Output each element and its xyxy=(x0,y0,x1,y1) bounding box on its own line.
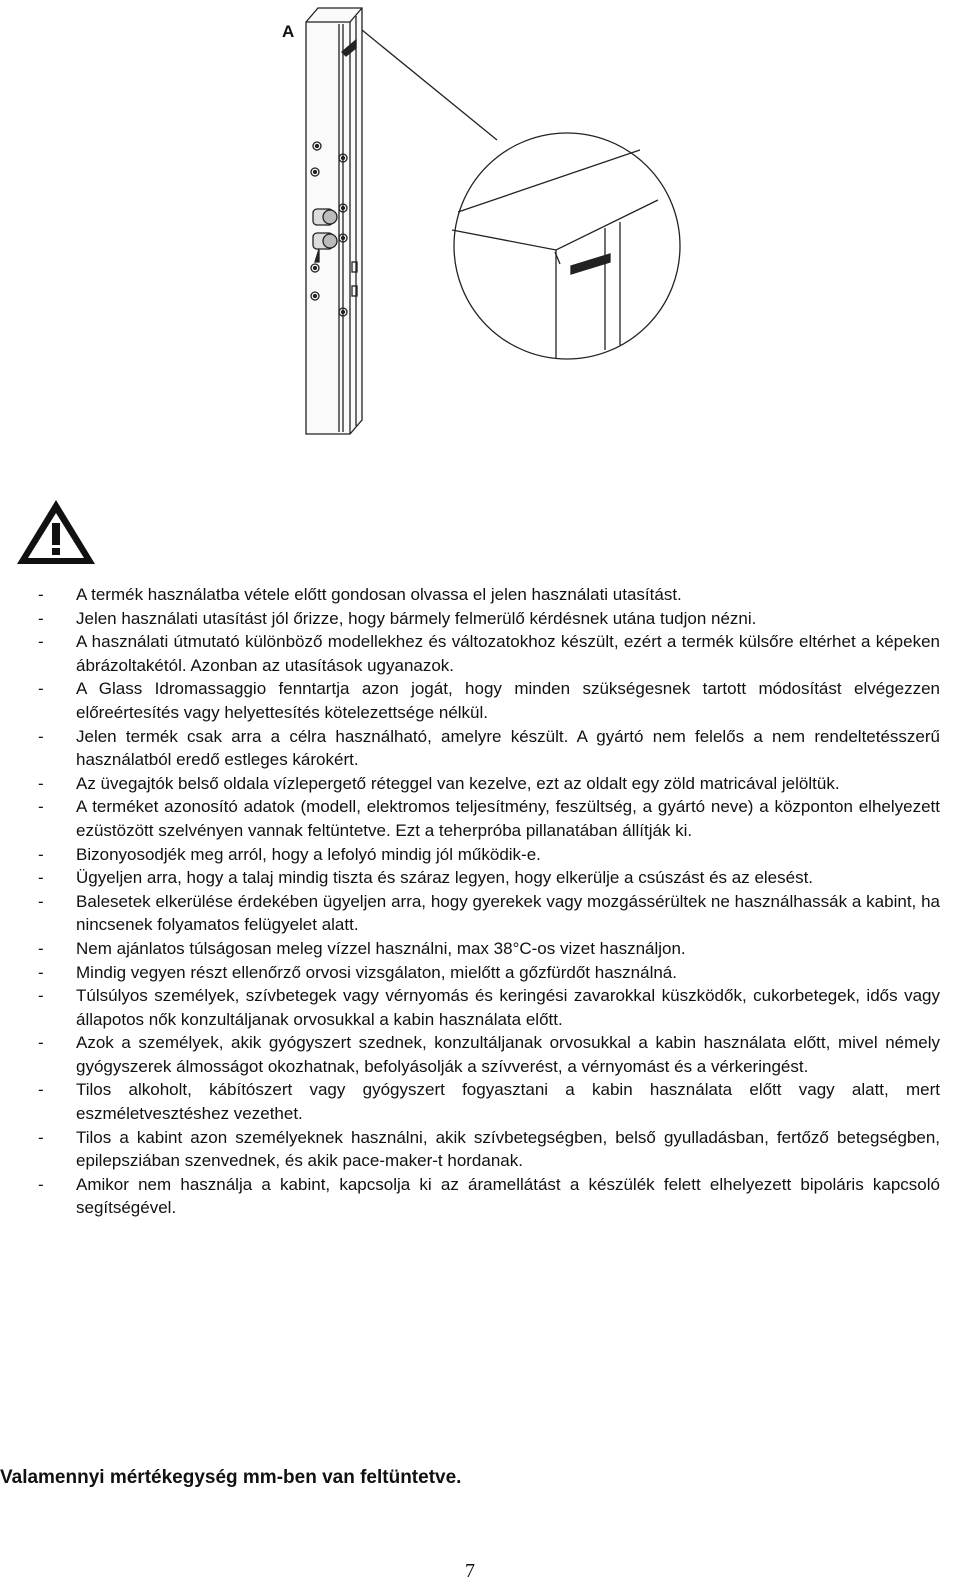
units-note: Valamennyi mértékegység mm-ben van feltüntetve. xyxy=(0,1467,462,1488)
list-item xyxy=(38,607,940,631)
figure-label: A xyxy=(282,22,295,41)
bullet-dash: - xyxy=(38,844,44,864)
bullet-dash: - xyxy=(38,1080,44,1100)
note-text: A termék használatba vétele előtt gondosan olvassa el jelen használati utasítást. xyxy=(76,585,682,604)
bullet-dash: - xyxy=(38,726,44,746)
note-text: Amikor nem használja a kabint, kapcsolja ki az áramellátást a készülék felett elhelyezett bipoláris kapcsoló segítségével. xyxy=(76,1174,940,1218)
bullet-dash: - xyxy=(38,1033,44,1053)
list-item xyxy=(38,583,940,607)
bullet-dash: - xyxy=(38,608,44,628)
bullet-dash: - xyxy=(38,632,44,652)
note-text: Nem ajánlatos túlságosan meleg vízzel használni, max 38°C-os vizet használjon. xyxy=(76,938,686,958)
page-number: 7 xyxy=(465,1560,475,1582)
note-text: A használati útmutató különböző modellekhez és változatokhoz készült, ezért a termék külsőre eltérhet a képeken ábrázoltakétól. Azonban az utasítások ugyanazok. xyxy=(76,632,940,675)
bullet-dash: - xyxy=(38,938,44,958)
note-text: A terméket azonosító adatok (modell, elektromos teljesítmény, feszültség, a gyártó neve) a központon elhelyezett ezüstözött szelvényen vannak feltüntetve. Ezt a teherpróba pillanatában állítják ki. xyxy=(76,797,940,840)
warning-triangle-icon xyxy=(14,497,98,572)
note-text: Azok a személyek, akik gyógyszert szednek, konzultáljanak orvosukkal a kabin használata előtt, mivel némely gyógyszerek álmosságot okozhatnak, befolyásolják a szívverést, a vérnyomást és a vérkeringést. xyxy=(76,1033,940,1076)
note-text: Tilos a kabint azon személyeknek használni, akik szívbetegségben, belső gyulladásban, fertőző betegségben, epilepsziában szenvednek, és akik pace-maker-t hordanak. xyxy=(76,1127,940,1171)
bullet-dash: - xyxy=(38,797,44,817)
note-text: A Glass Idromassaggio fenntartja azon jogát, hogy minden szükségesnek tartott módosítást elvégezzen előreértesítés vagy helyettesítés kötelezettsége nélkül. xyxy=(76,679,940,722)
note-text: Ügyeljen arra, hogy a talaj mindig tiszta és száraz legyen, hogy elkerülje a csúszást és az elesést. xyxy=(76,868,814,888)
list-item xyxy=(38,772,940,796)
list-item xyxy=(38,630,940,677)
bullet-dash: - xyxy=(38,868,44,888)
list-item xyxy=(38,795,940,842)
shower-column-drawing xyxy=(0,0,960,470)
note-text: Mindig vegyen részt ellenőrző orvosi vizsgálaton, mielőtt a gőzfürdőt használná. xyxy=(76,962,677,982)
note-text: Tilos alkoholt, kábítószert vagy gyógyszert fogyasztani a kabin használata előtt vagy alatt, mert eszméletvesztéshez vezethet. xyxy=(76,1080,940,1124)
bullet-dash: - xyxy=(38,1127,44,1147)
bullet-dash: - xyxy=(38,891,44,911)
note-text: Balesetek elkerülése érdekében ügyeljen arra, hogy gyerekek vagy mozgássérültek ne használhassák a kabint, ha nincsenek folyamatos felügyelet alatt. xyxy=(76,891,940,935)
list-item xyxy=(38,984,940,1031)
list-item xyxy=(38,843,940,867)
note-text: Bizonyosodjék meg arról, hogy a lefolyó mindig jól működik-e. xyxy=(76,844,541,864)
list-item xyxy=(38,961,940,985)
bullet-dash: - xyxy=(38,773,44,793)
list-item xyxy=(38,677,940,724)
bullet-dash: - xyxy=(38,679,44,699)
bullet-dash: - xyxy=(38,962,44,982)
list-item xyxy=(38,890,940,937)
list-item xyxy=(38,1078,940,1125)
list-item xyxy=(38,866,940,890)
note-text: Jelen használati utasítást jól őrizze, hogy bármely felmerülő kérdésnek utána tudjon nézni. xyxy=(76,608,757,628)
bullet-dash: - xyxy=(38,986,44,1006)
list-item xyxy=(38,1173,940,1220)
safety-notes-list xyxy=(38,583,940,1220)
note-text: Túlsúlyos személyek, szívbetegek vagy vérnyomás és keringési zavarokkal küszködők, cukorbetegek, idős vagy állapotos nők konzultáljanak orvosukkal a kabin használata előtt. xyxy=(76,986,940,1029)
bullet-dash: - xyxy=(38,585,44,604)
list-item xyxy=(38,1031,940,1078)
bullet-dash: - xyxy=(38,1174,44,1194)
shower-column-figure xyxy=(0,0,960,470)
list-item xyxy=(38,937,940,961)
note-text: Az üvegajtók belső oldala vízlepergető réteggel van kezelve, ezt az oldalt egy zöld matricával jelöltük. xyxy=(76,773,840,793)
note-text: Jelen termék csak arra a célra használható, amelyre készült. A gyártó nem felelős a nem rendeltetésszerű használatból eredő estleges károkért. xyxy=(76,726,940,770)
list-item xyxy=(38,1126,940,1173)
list-item xyxy=(38,725,940,772)
